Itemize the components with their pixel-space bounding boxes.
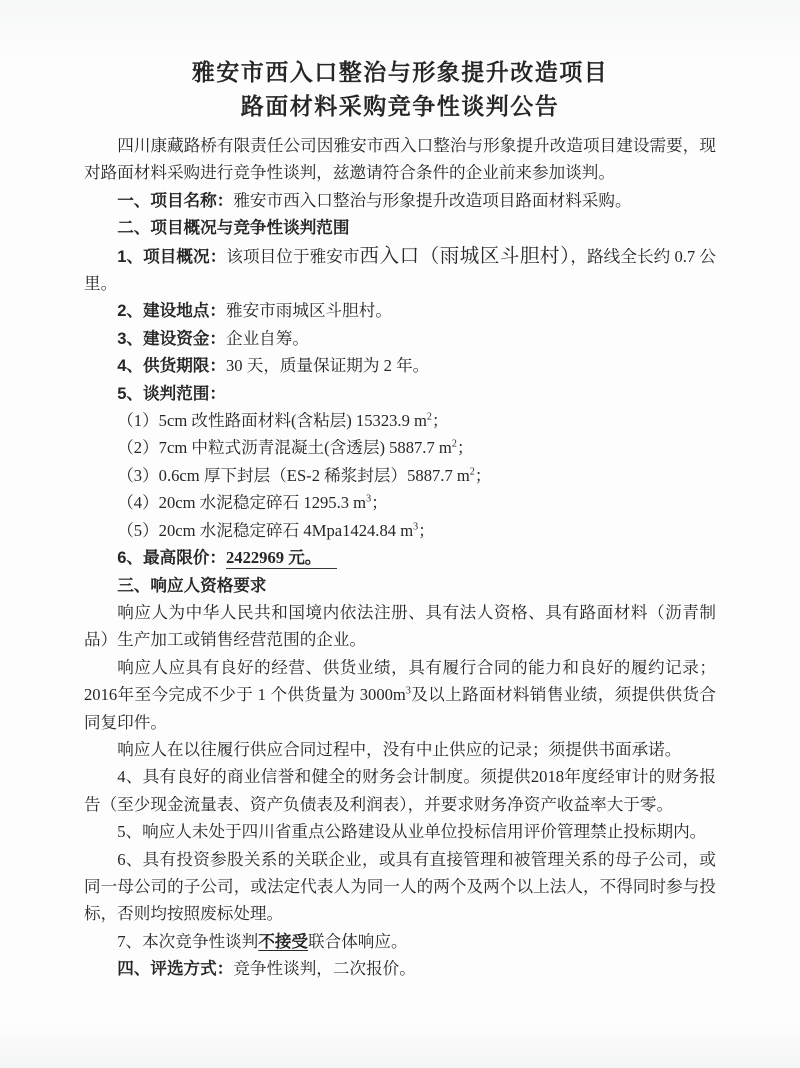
scope-item-2-sup: 2: [451, 438, 457, 450]
delivery-period-line: [84, 352, 716, 379]
scope-item-5-text: （5）20cm 水泥稳定碎石 4Mpa1424.84 m: [117, 520, 414, 540]
overview-post: ，路线全长约 0.7 公里。: [84, 246, 717, 294]
section2-heading: 二、项目概况与竞争性谈判范围: [117, 218, 350, 238]
section1-label: 一、项目名称：: [117, 190, 234, 210]
price-cap-value: 2422969 元。: [226, 548, 337, 569]
qualification-p6: 6、具有投资参股关系的关联企业，或具有直接管理和被管理关系的母子公司，或同一母公司的子公司，或法定代表人为同一人的两个及两个以上法人，不得同时参与投标，否则均按照废标处理。: [84, 849, 716, 924]
overview-label: 1、项目概况：: [117, 246, 227, 266]
document-title: [84, 56, 716, 124]
intro-paragraph: 四川康藏路桥有限责任公司因雅安市西入口整治与形象提升改造项目建设需要，现对路面材料采购进行竞争性谈判，兹邀请符合条件的企业前来参加谈判。: [84, 136, 716, 183]
scope-item-5-tail: ；: [418, 520, 435, 540]
scope-item-1-tail: ；: [431, 411, 449, 431]
funding-label: 3、建设资金：: [117, 328, 226, 348]
scope-item-3-text: （3）0.6cm 厚下封层（ES-2 稀浆封层）5887.7 m: [117, 465, 470, 485]
price-cap-label: 6、最高限价：: [117, 548, 226, 568]
scope-item-4-tail: ；: [371, 493, 388, 513]
scope-item-1-sup: 2: [426, 411, 432, 423]
qualification-p2-post: 及以上路面材料销售业绩，须提供供货合同复印件。: [84, 685, 717, 732]
location-text: 雅安市雨城区斗胆村。: [225, 301, 392, 321]
section3-heading: 三、响应人资格要求: [117, 575, 267, 595]
overview-location-highlight: 西入口（雨城区斗胆村）: [359, 243, 571, 267]
scope-item-1: [84, 407, 716, 434]
qualification-p5: 5、响应人未处于四川省重点公路建设从业单位投标信用评价管理禁止投标期内。: [117, 822, 707, 842]
title-line-1: 雅安市西入口整治与形象提升改造项目: [191, 60, 609, 85]
qualification-p1: 响应人为中华人民共和国境内依法注册、具有法人资格、具有路面材料（沥青制品）生产加工或销售经营范围的企业。: [84, 602, 716, 650]
scope-heading-line: [84, 380, 716, 407]
scope-label: 5、谈判范围：: [117, 383, 226, 403]
section4-label: 四、评选方式：: [117, 959, 234, 979]
delivery-label: 4、供货期限：: [117, 356, 226, 376]
section1-project-name-line: [84, 187, 716, 214]
build-location-line: [84, 297, 716, 324]
section1-text: 雅安市西入口整治与形象提升改造项目路面材料采购。: [233, 190, 632, 210]
qualification-p2-pre: 响应人应具有良好的经营、供货业绩，具有履行合同的能力和良好的履约记录；2016年至今完成不少于 1 个供货量为 3000m: [84, 657, 716, 705]
qualification-p2-sup: 3: [405, 685, 411, 697]
scope-item-1-text: （1）5cm 改性路面材料(含粘层) 15323.9 m: [117, 411, 427, 431]
price-cap-line: [84, 544, 716, 571]
qualification-p2: [84, 654, 716, 736]
scope-item-2: [84, 434, 716, 461]
section4-text: 竞争性谈判，二次报价。: [233, 959, 416, 979]
scope-item-3-tail: ；: [474, 465, 492, 485]
scope-item-4: [84, 489, 716, 516]
scope-item-5-sup: 3: [413, 521, 419, 533]
qualification-p3: 响应人在以往履行供应合同过程中，没有中止供应的记录；须提供书面承诺。: [117, 739, 682, 759]
funding-line: [84, 325, 716, 352]
scope-item-3-sup: 2: [469, 466, 475, 478]
qualification-p4: 4、具有良好的商业信誉和健全的财务会计制度。须提供2018年度经审计的财务报告（至少现金流量表、资产负债表及利润表），并要求财务净资产收益率大于零。: [84, 767, 716, 814]
no-consortium-emphasis: 不接受: [258, 931, 309, 951]
document-body: [84, 132, 716, 983]
scope-item-2-text: （2）7cm 中粒式沥青混凝土(含透层) 5887.7 m: [117, 438, 452, 458]
qualification-p7-pre: 7、本次竞争性谈判: [117, 931, 259, 951]
title-line-2: 路面材料采购竞争性谈判公告: [240, 94, 560, 119]
qualification-p7: [84, 928, 716, 955]
scope-item-4-text: （4）20cm 水泥稳定碎石 1295.3 m: [117, 493, 367, 513]
overview-pre: 该项目位于雅安市: [226, 246, 360, 266]
location-label: 2、建设地点：: [117, 301, 226, 321]
funding-text: 企业自筹。: [225, 328, 309, 348]
scope-item-5: [84, 517, 716, 544]
delivery-text: 30 天，质量保证期为 2 年。: [225, 356, 430, 376]
scope-item-4-sup: 3: [366, 493, 372, 505]
scope-item-3: [84, 462, 716, 489]
scope-item-2-tail: ；: [456, 438, 474, 458]
project-overview-line: [84, 242, 716, 298]
qualification-p7-post: 联合体响应。: [308, 931, 408, 951]
section4-evaluation-line: [84, 955, 716, 982]
